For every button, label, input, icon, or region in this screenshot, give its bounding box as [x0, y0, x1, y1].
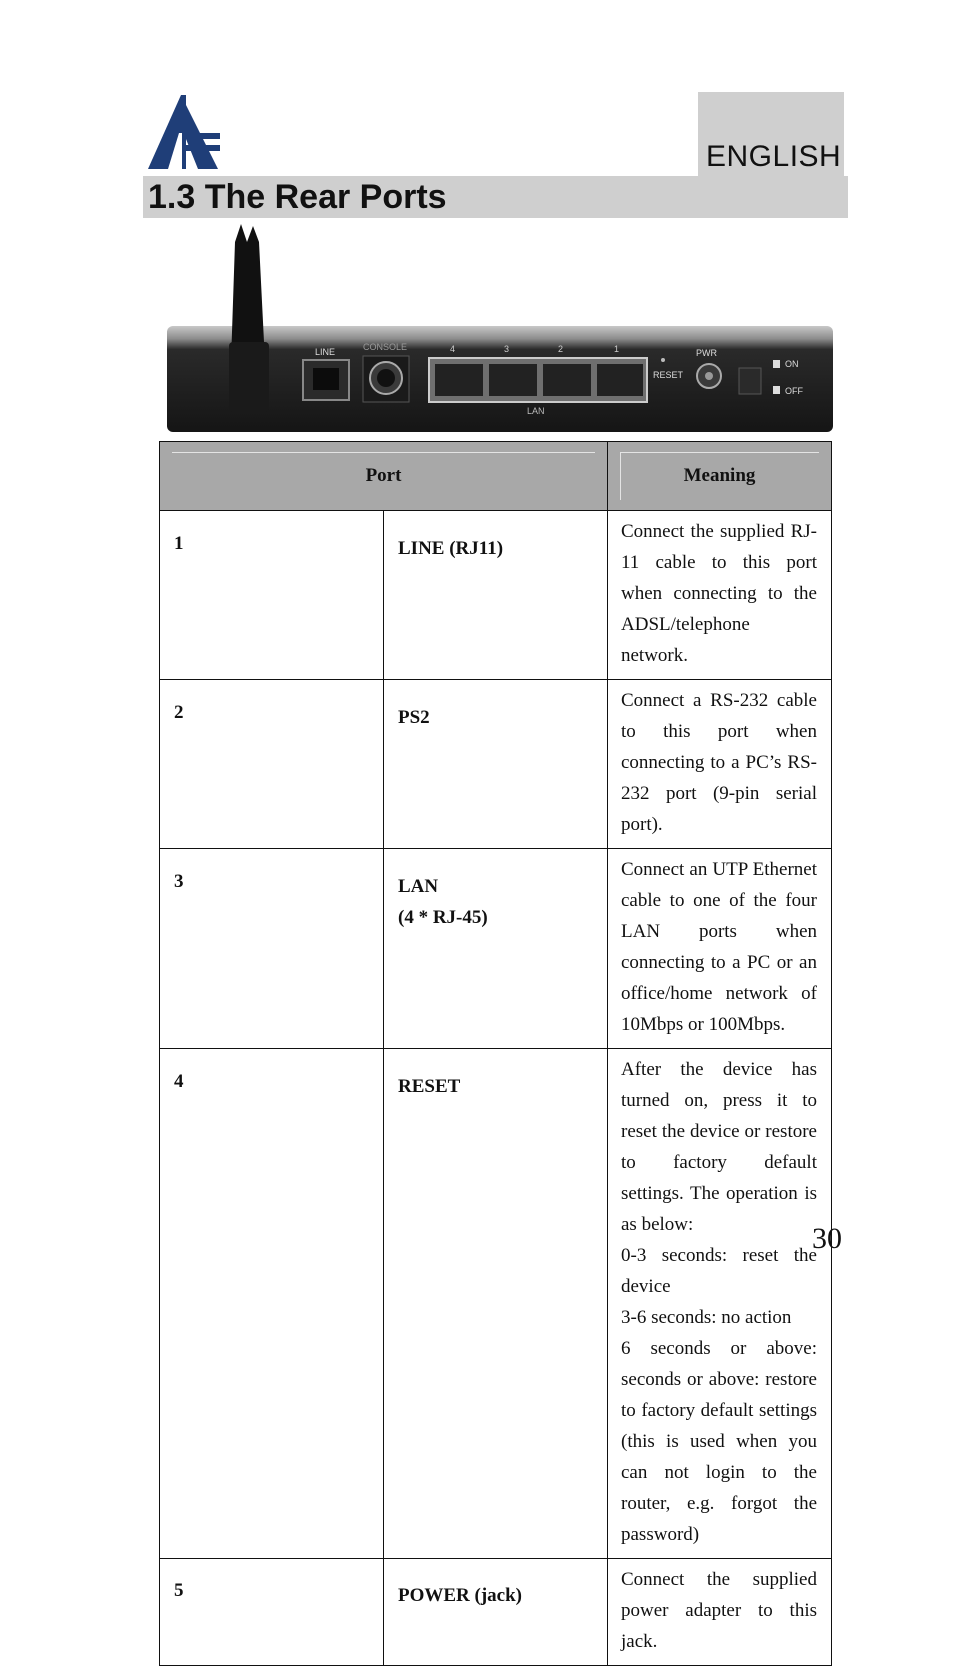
- off-label: OFF: [785, 386, 803, 396]
- table-row: [160, 849, 832, 1049]
- port-number: 3: [160, 849, 384, 1049]
- lan-port-3-label: 3: [504, 344, 510, 354]
- page-number: 30: [812, 1222, 842, 1255]
- port-meaning: Connect a RS-232 cable to this port when connecting to a PC’s RS-232 port (9-pin serial port).: [608, 680, 832, 849]
- rear-ports-table: [159, 441, 832, 1666]
- port-number: 4: [160, 1049, 384, 1559]
- port-column-header: Port: [160, 442, 608, 511]
- lan-label: LAN: [527, 406, 545, 416]
- port-meaning: Connect the supplied RJ-11 cable to this port when connecting to the ADSL/telephone network.: [608, 511, 832, 680]
- lan-port-1-label: 1: [614, 344, 620, 354]
- pwr-label: PWR: [696, 348, 717, 358]
- port-meaning: After the device has turned on, press it to reset the device or restore to factory default settings. The operation is as below: 0-3 seconds: reset the device 3-6 seconds: no action 6 seconds or above: seconds or above: restore to factory default settings (this is used when you can not login to the router, e.g. forgot the password): [608, 1049, 832, 1559]
- table-row: [160, 1559, 832, 1666]
- language-label: ENGLISH: [706, 140, 842, 173]
- table-row: [160, 680, 832, 849]
- port-name: RESET: [384, 1049, 608, 1559]
- port-name: LINE (RJ11): [384, 511, 608, 680]
- port-number: 2: [160, 680, 384, 849]
- port-name: POWER (jack): [384, 1559, 608, 1666]
- port-meaning: Connect an UTP Ethernet cable to one of the four LAN ports when connecting to a PC or an office/home network of 10Mbps or 100Mbps.: [608, 849, 832, 1049]
- port-name-detail: (4 * RJ-45): [398, 907, 488, 928]
- atlantis-logo-icon: [146, 93, 220, 171]
- meaning-column-header: Meaning: [608, 442, 832, 511]
- port-meaning: Connect the supplied power adapter to this jack.: [608, 1559, 832, 1666]
- line-port-label: LINE: [315, 347, 336, 357]
- reset-label: RESET: [653, 370, 684, 380]
- router-rear-panel-image: [165, 222, 835, 434]
- on-label: ON: [785, 359, 799, 369]
- section-title: 1.3 The Rear Ports: [148, 178, 447, 216]
- table-row: [160, 511, 832, 680]
- lan-port-4-label: 4: [450, 344, 456, 354]
- console-port-label: CONSOLE: [363, 342, 408, 352]
- port-name: LAN (4 * RJ-45): [384, 849, 608, 1049]
- port-number: 5: [160, 1559, 384, 1666]
- lan-port-2-label: 2: [558, 344, 564, 354]
- port-name: PS2: [384, 680, 608, 849]
- port-number: 1: [160, 511, 384, 680]
- table-row: [160, 1049, 832, 1559]
